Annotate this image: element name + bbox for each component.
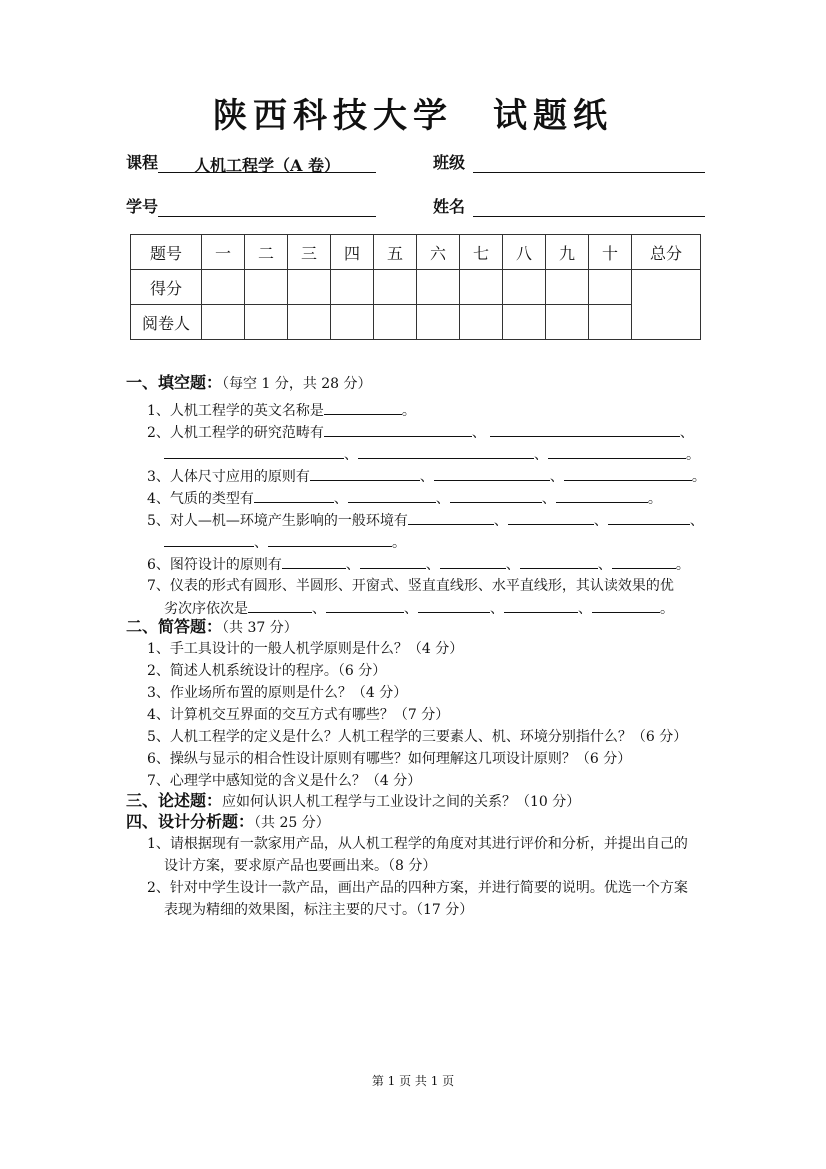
section2-heading [126, 614, 298, 637]
id-label: 学号 [126, 197, 159, 216]
grader-cell[interactable] [245, 305, 288, 340]
class-field[interactable] [473, 152, 705, 173]
answer-blank[interactable] [418, 597, 490, 613]
grader-cell[interactable] [546, 305, 589, 340]
separator: 、 [549, 469, 564, 485]
answer-blank[interactable] [348, 487, 436, 503]
period: 。 [660, 601, 674, 617]
section3-title: 三、论述题： [126, 791, 223, 810]
period: 。 [686, 447, 700, 463]
score-table [130, 234, 701, 340]
separator: 、 [312, 601, 326, 617]
score-cell[interactable] [589, 270, 632, 305]
design-question-1-cont: 设计方案，要求原产品也要画出来。（8 分） [164, 858, 437, 874]
grader-cell[interactable] [288, 305, 331, 340]
section1-title: 一、填空题： [126, 373, 223, 392]
name-field[interactable] [473, 196, 705, 217]
doc-type: 试题纸 [493, 96, 613, 136]
section4-heading [126, 809, 330, 832]
separator: 、 [490, 601, 504, 617]
answer-blank[interactable] [556, 487, 648, 503]
separator: 、 [689, 513, 704, 529]
answer-blank[interactable] [360, 553, 426, 569]
question-text: 1、人机工程学的英文名称是 [147, 403, 324, 419]
answer-blank[interactable] [408, 509, 494, 525]
question-text: 2、人机工程学的研究范畴有 [147, 425, 324, 441]
name-row [433, 194, 705, 217]
score-cell[interactable] [546, 270, 589, 305]
answer-blank[interactable] [520, 553, 598, 569]
period: 。 [675, 557, 690, 573]
answer-blank[interactable] [608, 509, 690, 525]
period: 。 [401, 403, 416, 419]
university-name: 陕西科技大学 [213, 96, 453, 136]
row-label-question: 题号 [131, 235, 202, 270]
section4-note: （共 25 分） [254, 815, 330, 831]
col-total: 总分 [632, 235, 701, 270]
grader-cell[interactable] [503, 305, 546, 340]
separator: 、 [344, 447, 358, 463]
answer-blank[interactable] [254, 487, 334, 503]
question-text: 4、气质的类型有 [147, 491, 254, 507]
grader-cell[interactable] [460, 305, 503, 340]
section3-heading [126, 788, 580, 811]
question-text: 3、人体尺寸应用的原则有 [147, 469, 310, 485]
section2-note: （共 37 分） [222, 620, 298, 636]
col-10: 十 [589, 235, 632, 270]
short-question-7: 7、心理学中感知觉的含义是什么？（4 分） [147, 773, 422, 789]
score-cell[interactable] [288, 270, 331, 305]
separator: 、 [593, 513, 608, 529]
separator: 、 [404, 601, 418, 617]
answer-blank[interactable] [248, 597, 312, 613]
fill-question-7 [147, 575, 674, 595]
id-row [126, 194, 376, 217]
answer-blank[interactable] [548, 443, 686, 459]
section3-text: 应如何认识人机工程学与工业设计之间的关系？（10 分） [222, 794, 581, 810]
period: 。 [691, 469, 706, 485]
score-cell[interactable] [374, 270, 417, 305]
fill-question-2-cont [164, 443, 700, 464]
course-value: 人机工程学（A 卷） [158, 153, 376, 173]
question-text: 7、仪表的形式有圆形、半圆形、开窗式、竖直直线形、水平直线形，其认读效果的优 [147, 578, 674, 594]
answer-blank[interactable] [282, 553, 346, 569]
score-cell[interactable] [460, 270, 503, 305]
answer-blank[interactable] [450, 487, 542, 503]
fill-question-1 [147, 399, 416, 420]
separator: 、 [435, 491, 450, 507]
question-text: 5、对人—机—环境产生影响的一般环境有 [147, 513, 408, 529]
score-cell[interactable] [417, 270, 460, 305]
class-label: 班级 [433, 153, 466, 172]
separator: 、 [254, 535, 268, 551]
score-cell[interactable] [331, 270, 374, 305]
row-label-grader: 阅卷人 [131, 305, 202, 340]
period: 。 [392, 535, 406, 551]
answer-blank[interactable] [564, 465, 692, 481]
col-3: 三 [288, 235, 331, 270]
section1-note: （每空 1 分，共 28 分） [222, 376, 372, 392]
course-label: 课程 [126, 153, 159, 172]
grader-cell[interactable] [331, 305, 374, 340]
score-cell[interactable] [503, 270, 546, 305]
fill-question-6 [147, 553, 690, 574]
separator: 、 [425, 557, 440, 573]
fill-question-2 [147, 421, 694, 442]
separator: 、 [597, 557, 612, 573]
separator: 、 [578, 601, 592, 617]
answer-blank[interactable] [508, 509, 594, 525]
student-id-field[interactable] [158, 196, 376, 217]
grader-cell[interactable] [202, 305, 245, 340]
col-6: 六 [417, 235, 460, 270]
class-row [433, 150, 705, 173]
short-question-4: 4、计算机交互界面的交互方式有哪些？（7 分） [147, 707, 450, 723]
fill-question-3 [147, 465, 706, 486]
separator: 、 [541, 491, 556, 507]
row-label-score: 得分 [131, 270, 202, 305]
answer-blank[interactable] [164, 443, 344, 459]
answer-blank[interactable] [326, 597, 404, 613]
separator: 、 [679, 425, 694, 441]
answer-blank[interactable] [434, 465, 550, 481]
answer-blank[interactable] [592, 597, 660, 613]
score-header-row [131, 235, 701, 270]
score-row [131, 270, 701, 305]
fill-question-4 [147, 487, 662, 508]
course-row [126, 150, 376, 173]
answer-blank[interactable] [268, 531, 392, 547]
score-cell[interactable] [245, 270, 288, 305]
name-label: 姓名 [433, 197, 466, 216]
answer-blank[interactable] [164, 531, 254, 547]
answer-blank[interactable] [612, 553, 676, 569]
design-question-2-cont: 表现为精细的效果图，标注主要的尺寸。（17 分） [164, 902, 474, 918]
period: 。 [647, 491, 662, 507]
design-question-2: 2、针对中学生设计一款产品，画出产品的四种方案，并进行简要的说明。优选一个方案 [147, 880, 688, 896]
question-text: 6、图符设计的原则有 [147, 557, 282, 573]
separator: 、 [419, 469, 434, 485]
grader-cell[interactable] [589, 305, 632, 340]
fill-question-5 [147, 509, 704, 530]
separator: 、 [333, 491, 348, 507]
short-question-1: 1、手工具设计的一般人机学原则是什么？（4 分） [147, 641, 464, 657]
short-question-2: 2、简述人机系统设计的程序。（6 分） [147, 663, 387, 679]
short-question-6: 6、操纵与显示的相合性设计原则有哪些？如何理解这几项设计原则？（6 分） [147, 751, 632, 767]
section1-heading [126, 370, 372, 393]
col-1: 一 [202, 235, 245, 270]
answer-blank[interactable] [310, 465, 420, 481]
answer-blank[interactable] [504, 597, 578, 613]
col-8: 八 [503, 235, 546, 270]
answer-blank[interactable] [324, 399, 402, 415]
col-2: 二 [245, 235, 288, 270]
answer-blank[interactable] [358, 443, 534, 459]
answer-blank[interactable] [490, 421, 680, 437]
col-4: 四 [331, 235, 374, 270]
section4-title: 四、设计分析题： [126, 812, 255, 831]
score-cell[interactable] [202, 270, 245, 305]
col-7: 七 [460, 235, 503, 270]
separator: 、 [534, 447, 548, 463]
fill-question-5-cont [164, 531, 406, 552]
col-9: 九 [546, 235, 589, 270]
grader-row [131, 305, 701, 340]
answer-blank[interactable] [324, 421, 472, 437]
separator: 、 [345, 557, 360, 573]
design-question-1: 1、请根据现有一款家用产品，从人机工程学的角度对其进行评价和分析，并提出自己的 [147, 836, 688, 852]
separator: 、 [505, 557, 520, 573]
question-text: 劣次序依次是 [164, 601, 248, 617]
separator: 、 [493, 513, 508, 529]
grader-cell[interactable] [374, 305, 417, 340]
total-score-cell[interactable] [632, 270, 701, 340]
short-question-5: 5、人机工程学的定义是什么？人机工程学的三要素人、机、环境分别指什么？（6 分） [147, 729, 688, 745]
col-5: 五 [374, 235, 417, 270]
answer-blank[interactable] [440, 553, 506, 569]
page-footer: 第 1 页 共 1 页 [371, 1074, 455, 1088]
page-title [0, 88, 826, 137]
grader-cell[interactable] [417, 305, 460, 340]
short-question-3: 3、作业场所布置的原则是什么？（4 分） [147, 685, 408, 701]
section2-title: 二、简答题： [126, 617, 223, 636]
separator: 、 [471, 425, 486, 441]
